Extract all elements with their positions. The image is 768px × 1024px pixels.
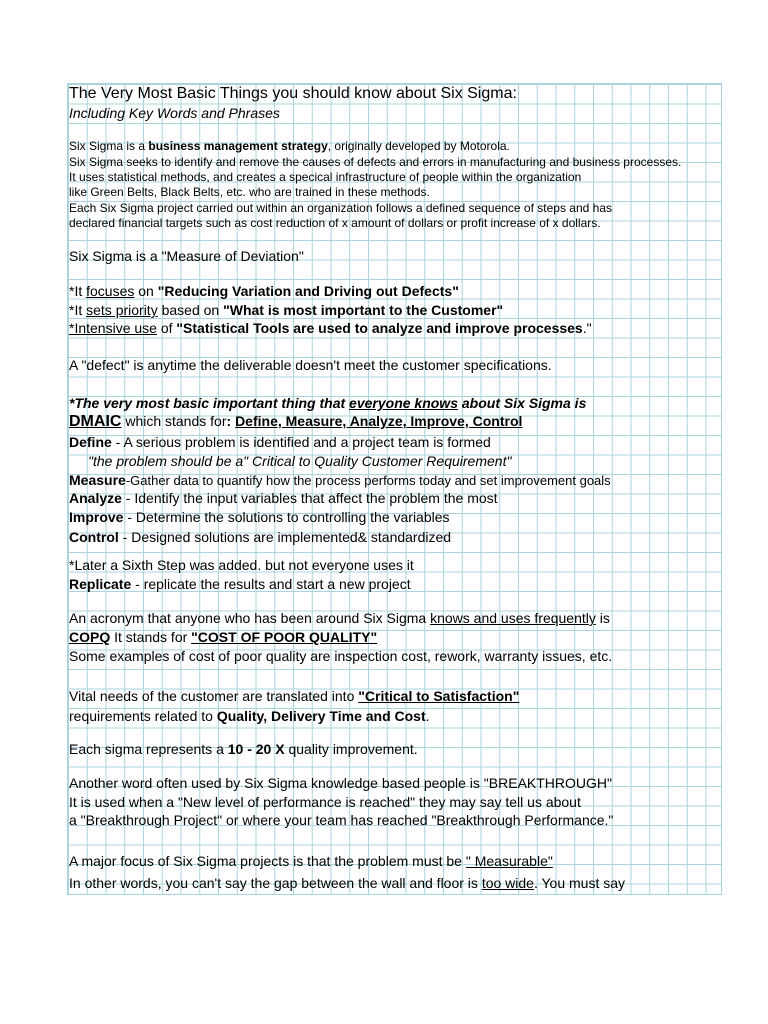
define-note: "the problem should be a" Critical to Quality Customer Requirement" xyxy=(88,453,512,469)
vital-needs-line-2: requirements related to Quality, Delivery Time and Cost. xyxy=(69,708,430,724)
focus-line-1: *It focuses on "Reducing Variation and Driving out Defects" xyxy=(69,283,459,299)
focus-line-3: *Intensive use of "Statistical Tools are used to analyze and improve processes." xyxy=(69,320,592,336)
intro-line-5: Each Six Sigma project carried out within an organization follows a defined sequence of steps and has xyxy=(69,201,612,215)
define-step: Define - A serious problem is identified and a project team is formed xyxy=(69,434,491,450)
control-step: Control - Designed solutions are implemented& standardized xyxy=(69,529,452,545)
dmaic-heading: *The very most basic important thing that everyone knows about Six Sigma is xyxy=(69,395,587,411)
intro-line-3: It uses statistical methods, and creates a specical infrastructure of people within the organization xyxy=(69,170,582,184)
copq-line: COPQ It stands for "COST OF POOR QUALITY" xyxy=(69,629,378,645)
intro-line-4: like Green Belts, Black Belts, etc. who are trained in these methods. xyxy=(69,185,430,199)
copq-examples: Some examples of cost of poor quality are inspection cost, rework, warranty issues, etc. xyxy=(69,648,613,664)
copq-intro: An acronym that anyone who has been around Six Sigma knows and uses frequently is xyxy=(69,610,610,626)
vital-needs-line-1: Vital needs of the customer are translated into "Critical to Satisfaction" xyxy=(69,688,520,704)
measurable-line-1: A major focus of Six Sigma projects is that the problem must be " Measurable" xyxy=(69,853,553,869)
sixth-step-note: *Later a Sixth Step was added. but not everyone uses it xyxy=(69,557,414,573)
page-title: The Very Most Basic Things you should know about Six Sigma: xyxy=(69,85,517,102)
improve-step: Improve - Determine the solutions to controlling the variables xyxy=(69,509,450,525)
defect-definition: A "defect" is anytime the deliverable doesn't meet the customer specifications. xyxy=(69,357,552,373)
dmaic-line: DMAIC which stands for: Define, Measure, Analyze, Improve, Control xyxy=(69,413,523,430)
intro-line-6: declared financial targets such as cost reduction of x amount of dollars or profit increase of x dollars. xyxy=(69,216,601,230)
breakthrough-line-1: Another word often used by Six Sigma knowledge based people is "BREAKTHROUGH" xyxy=(69,775,612,791)
measurable-line-2: In other words, you can't say the gap between the wall and floor is too wide. You must say xyxy=(69,875,626,891)
breakthrough-line-3: a "Breakthrough Project" or where your team has reached "Breakthrough Performance." xyxy=(69,812,614,828)
page-subtitle: Including Key Words and Phrases xyxy=(69,105,280,121)
sigma-improvement: Each sigma represents a 10 - 20 X quality improvement. xyxy=(69,741,418,757)
intro-line-2: Six Sigma seeks to identify and remove the causes of defects and errors in manufacturing and business processes. xyxy=(69,155,682,169)
focus-line-2: *It sets priority based on "What is most important to the Customer" xyxy=(69,302,504,318)
intro-line-1: Six Sigma is a business management strategy, originally developed by Motorola. xyxy=(69,139,510,153)
measure-of-deviation: Six Sigma is a "Measure of Deviation" xyxy=(69,248,304,264)
measure-step: Measure-Gather data to quantify how the process performs today and set improvement goals xyxy=(69,472,611,488)
breakthrough-line-2: It is used when a "New level of performance is reached" they may say tell us about xyxy=(69,794,581,810)
replicate-step: Replicate - replicate the results and start a new project xyxy=(69,576,411,592)
analyze-step: Analyze - Identify the input variables that affect the problem the most xyxy=(69,490,498,506)
